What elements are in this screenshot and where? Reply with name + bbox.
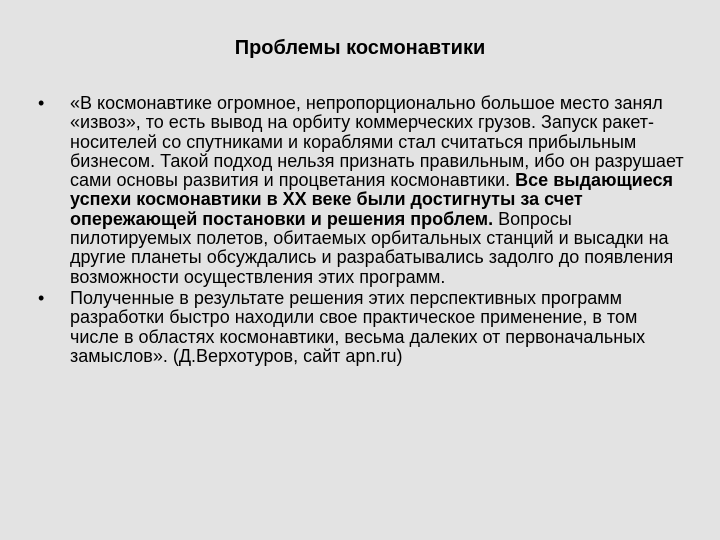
bullet-list: [38, 94, 688, 368]
bullet-1-bold-text: Все выдающиеся успехи космонавтики в XX веке были достигнуты за счет опережающей постановки и решения проблем.: [70, 170, 673, 229]
bullet-item-1: [38, 94, 688, 287]
slide-title: Проблемы космонавтики: [234, 37, 486, 59]
bullet-marker: •: [38, 93, 45, 113]
bullet-2-text: Полученные в результате решения этих перспективных программ разработки быстро находили свое практическое применение, в том числе в областях космонавтики, весьма далеких от первоначальных замыслов». (Д.Верхотуров, сайт apn.ru): [70, 287, 646, 366]
bullet-marker: •: [38, 287, 45, 308]
bullet-1-text: «В космонавтике огромное, непропорционально большое место занял «извоз», то есть вывод на орбиту коммерческих грузов. Запуск ракет-носителей со спутниками и кораблями стал считаться прибыльным бизнесом. Такой подход нельзя признать правильным, ибо он разрушает сами основы развития и процветания космонавтики.: [70, 93, 684, 191]
bullet-item-2: [38, 289, 688, 366]
bullet-1-text-continued: Вопросы пилотируемых полетов, обитаемых орбитальных станций и высадки на другие планеты обсуждались и разрабатывались задолго до появления возможности осуществления этих программ.: [70, 208, 674, 287]
